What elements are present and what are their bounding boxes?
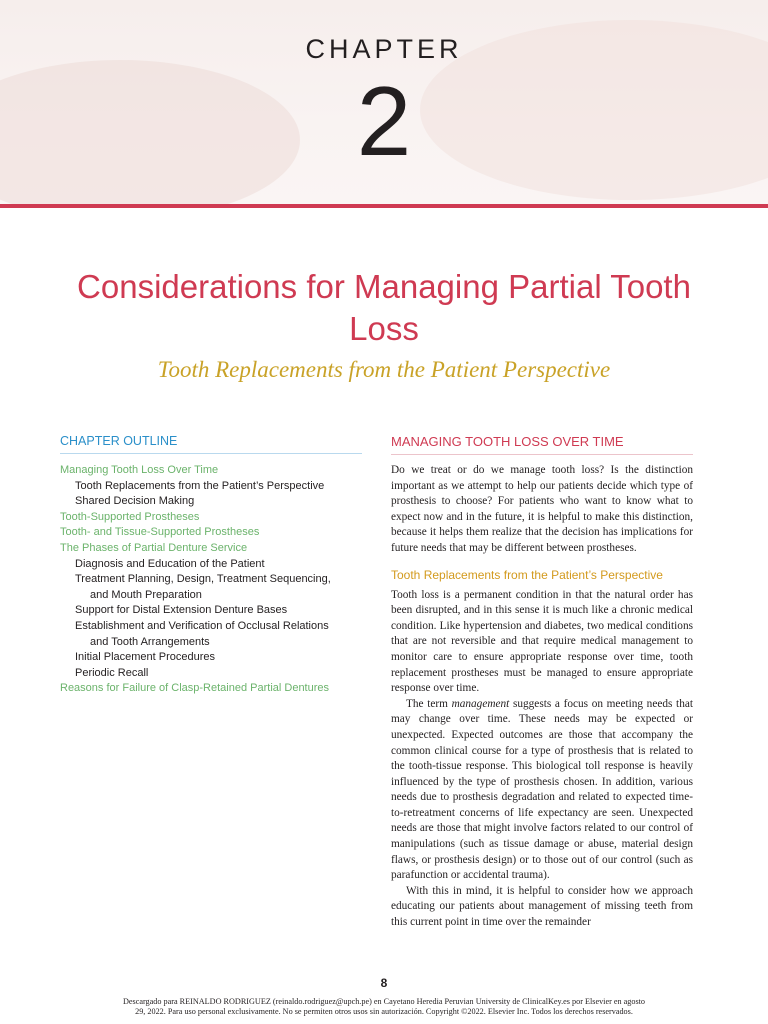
outline-subsection <box>60 479 362 495</box>
outline-item-continuation: and Tooth Arrangements <box>90 635 210 648</box>
outline-item-text: Initial Placement Procedures <box>75 651 216 664</box>
paragraph-text: suggests a focus on meeting needs that may change over time. These needs may be expected or unexpected. Expected outcomes are those that accompany the common clinical course for a type of prosthesis that is related to the tooth-tissue response. This biological toll response is heavily influenced by the type of prosthesis chosen. In addition, various needs due to prosthesis degradation and related to expected time-to-retreatment concerns of life expectancy are seen. Unexpected needs are those that might involve factors related to our control of manipulations (such as tissue damage or abuse, material design flaws, or prosthesis design) or to those out of our control (such as parafunction or accidental trauma). <box>391 697 693 882</box>
outline-subsection <box>60 572 362 603</box>
outline-section <box>60 541 362 557</box>
paragraph: With this in mind, it is helpful to consider how we approach educating our patients about management of missing teeth from this current point in time over the remainder <box>391 884 693 929</box>
outline-item-text: Shared Decision Making <box>75 495 195 508</box>
paragraph-text: The term <box>406 697 452 710</box>
outline-item-text: Managing Tooth Loss Over Time <box>60 464 219 476</box>
outline-item-text: Diagnosis and Education of the Patient <box>75 557 265 570</box>
outline-section <box>60 463 362 479</box>
chapter-subtitle: Tooth Replacements from the Patient Perspective <box>157 357 611 382</box>
outline-item-text: Establishment and Verification of Occlusal Relations <box>75 619 329 632</box>
outline-item-text: Treatment Planning, Design, Treatment Sequencing, <box>75 573 331 586</box>
banner-divider <box>0 204 768 208</box>
outline-section <box>60 681 362 697</box>
outline-item-text: Tooth- and Tissue-Supported Prostheses <box>60 526 260 539</box>
chapter-outline <box>60 434 362 697</box>
outline-item-text: Reasons for Failure of Clasp-Retained Partial Dentures <box>60 682 330 695</box>
outline-subsection <box>60 619 362 650</box>
paragraph: Do we treat or do we manage tooth loss? Is the distinction important as we attempt to help our patients decide which type of prosthesis to choose? For patients who want to know what to expect now and in the future, it is helpful to make this distinction, because it helps them realize that the decision has implications for future needs that may be different between prostheses. <box>391 464 693 554</box>
chapter-label: CHAPTER <box>305 34 463 64</box>
outline-subsection <box>60 650 362 666</box>
paragraph: Tooth loss is a permanent condition in that the natural order has been disrupted, and in this sense it is much like a chronic medical condition. Like hypertension and diabetes, two medical conditions that are not reversible and that require medical management to monitor care to ensure appropriate response over time, tooth replacement prostheses must be managed to ensure appropriate response over time. <box>391 588 693 695</box>
page-number: 8 <box>380 976 388 990</box>
outline-subsection <box>60 494 362 510</box>
subsection-heading: Tooth Replacements from the Patient’s Perspective <box>391 567 663 582</box>
footer-line: Descargado para REINALDO RODRIGUEZ (reinaldo.rodriguez@upch.pe) en Cayetano Heredia Peruvian University de ClinicalKey.es por Elsevier en agosto <box>122 997 646 1006</box>
outline-item-text: Tooth-Supported Prostheses <box>60 510 200 523</box>
outline-item-text: Support for Distal Extension Denture Bases <box>75 604 288 617</box>
body-column <box>391 434 693 931</box>
download-notice <box>90 997 678 1017</box>
emphasis-text: management <box>451 697 510 710</box>
outline-section <box>60 525 362 541</box>
outline-subsection <box>60 603 362 619</box>
chapter-title: Considerations for Managing Partial Tooth Loss <box>77 268 691 347</box>
outline-item-text: Periodic Recall <box>75 666 149 679</box>
section-heading: MANAGING TOOTH LOSS OVER TIME <box>391 434 693 455</box>
outline-item-text: Tooth Replacements from the Patient’s Perspective <box>75 479 325 492</box>
outline-subsection <box>60 557 362 573</box>
outline-item-text: The Phases of Partial Denture Service <box>60 541 248 554</box>
outline-subsection <box>60 666 362 682</box>
chapter-number: 2 <box>356 66 412 176</box>
outline-heading: CHAPTER OUTLINE <box>60 434 362 454</box>
paragraph <box>391 697 693 884</box>
footer-line: 29, 2022. Para uso personal exclusivamente. No se permiten otros usos sin autorización. Copyright ©2022. Elsevier Inc. Todos los derechos reservados. <box>135 1007 633 1016</box>
outline-item-continuation: and Mouth Preparation <box>90 588 202 601</box>
outline-section <box>60 510 362 526</box>
outline-list <box>60 463 362 697</box>
